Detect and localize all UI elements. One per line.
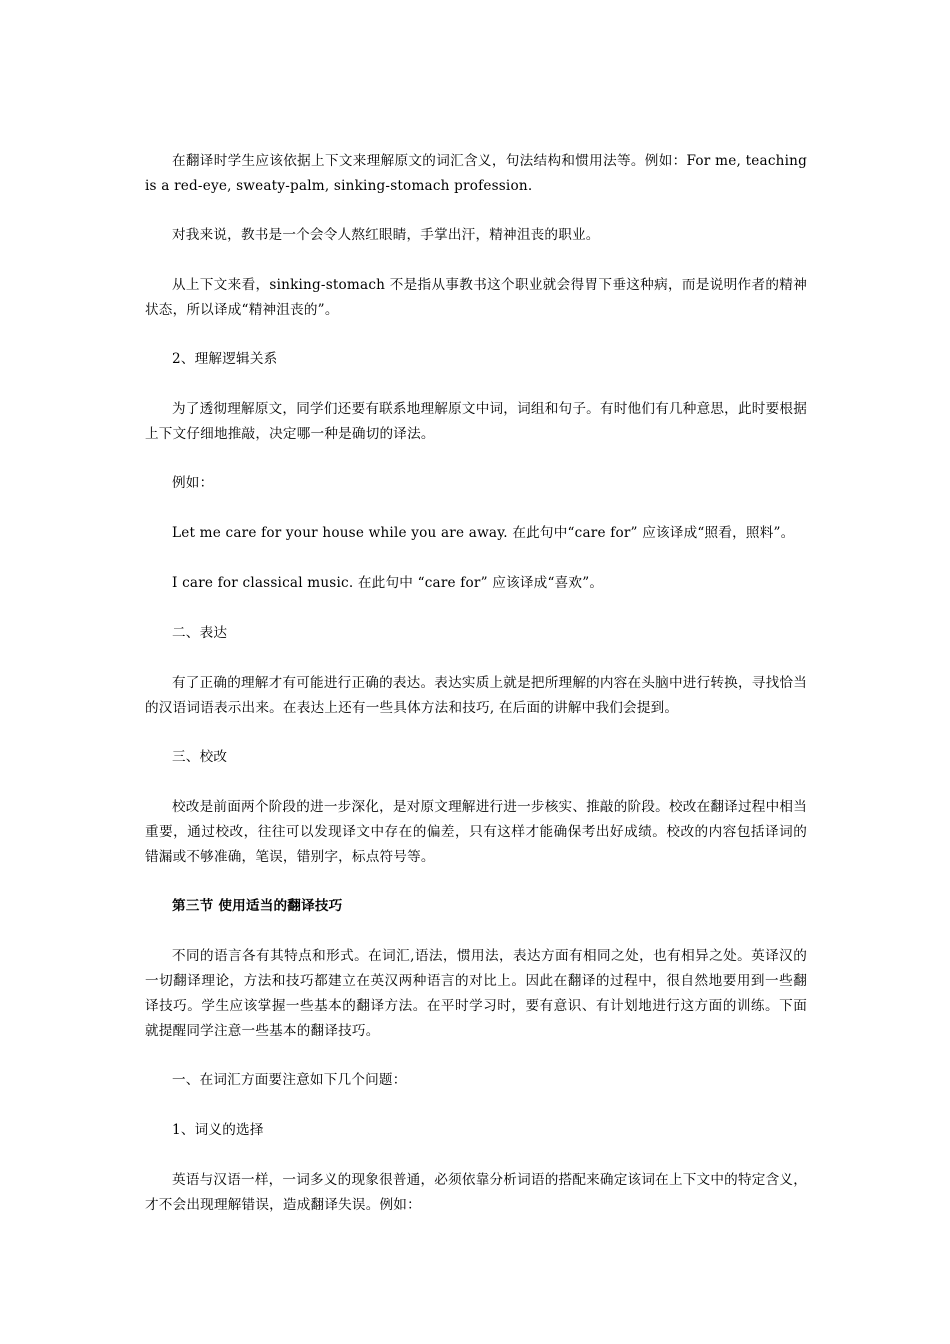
document-page xyxy=(145,149,807,1242)
paragraph-care-for-house: Let me care for your house while you are away. 在此句中“care for” 应该译成“照看，照料”。 xyxy=(172,525,795,541)
paragraph-translation-example: 对我来说，教书是一个会令人熬红眼睛，手掌出汗，精神沮丧的职业。 xyxy=(172,227,600,243)
heading-revision: 三、校改 xyxy=(172,749,228,765)
paragraph-expression: 有了正确的理解才有可能进行正确的表达。表达实质上就是把所理解的内容在头脑中进行转换，寻找恰当的汉语词语表示出来。在表达上还有一些具体方法和技巧, 在后面的讲解中我们会提到。 xyxy=(145,675,807,716)
paragraph-care-for-music: I care for classical music. 在此句中 “care for” 应该译成“喜欢”。 xyxy=(172,575,604,591)
paragraph-language-differences: 不同的语言各有其特点和形式。在词汇,语法，惯用法，表达方面有相同之处，也有相异之处。英译汉的一切翻译理论，方法和技巧都建立在英汉两种语言的对比上。因此在翻译的过程中，很自然地要用到一些翻译技巧。学生应该掌握一些基本的翻译方法。在平时学习时，要有意识、有计划地进行这方面的训练。下面就提醒同学注意一些基本的翻译技巧。 xyxy=(145,948,807,1039)
paragraph-example-label: 例如： xyxy=(172,475,214,491)
heading-word-meaning: 1、词义的选择 xyxy=(172,1122,264,1138)
heading-logic-relation: 2、理解逻辑关系 xyxy=(172,351,278,367)
paragraph-understanding: 为了透彻理解原文，同学们还要有联系地理解原文中词，词组和句子。有时他们有几种意思，此时要根据上下文仔细地推敲，决定哪一种是确切的译法。 xyxy=(145,401,807,442)
paragraph-revision: 校改是前面两个阶段的进一步深化，是对原文理解进行进一步核实、推敲的阶段。校改在翻译过程中相当重要，通过校改，往往可以发现译文中存在的偏差，只有这样才能确保考出好成绩。校改的内容包括译词的错漏或不够准确，笔误，错别字，标点符号等。 xyxy=(145,799,807,865)
heading-expression: 二、表达 xyxy=(172,625,228,641)
section-title-translation-skills: 第三节 使用适当的翻译技巧 xyxy=(172,898,343,914)
paragraph-polysemy: 英语与汉语一样，一词多义的现象很普通，必须依靠分析词语的搭配来确定该词在上下文中的特定含义，才不会出现理解错误，造成翻译失误。例如： xyxy=(145,1172,807,1213)
paragraph-sinking-stomach: 从上下文来看，sinking-stomach 不是指从事教书这个职业就会得胃下垂这种病，而是说明作者的精神状态，所以译成“精神沮丧的”。 xyxy=(145,277,807,318)
heading-vocabulary: 一、在词汇方面要注意如下几个问题： xyxy=(172,1072,407,1088)
paragraph-context-meaning: 在翻译时学生应该依据上下文来理解原文的词汇含义，句法结构和惯用法等。例如：For me, teaching is a red-eye, sweaty-palm, sinking-stomach profession. xyxy=(145,153,807,194)
